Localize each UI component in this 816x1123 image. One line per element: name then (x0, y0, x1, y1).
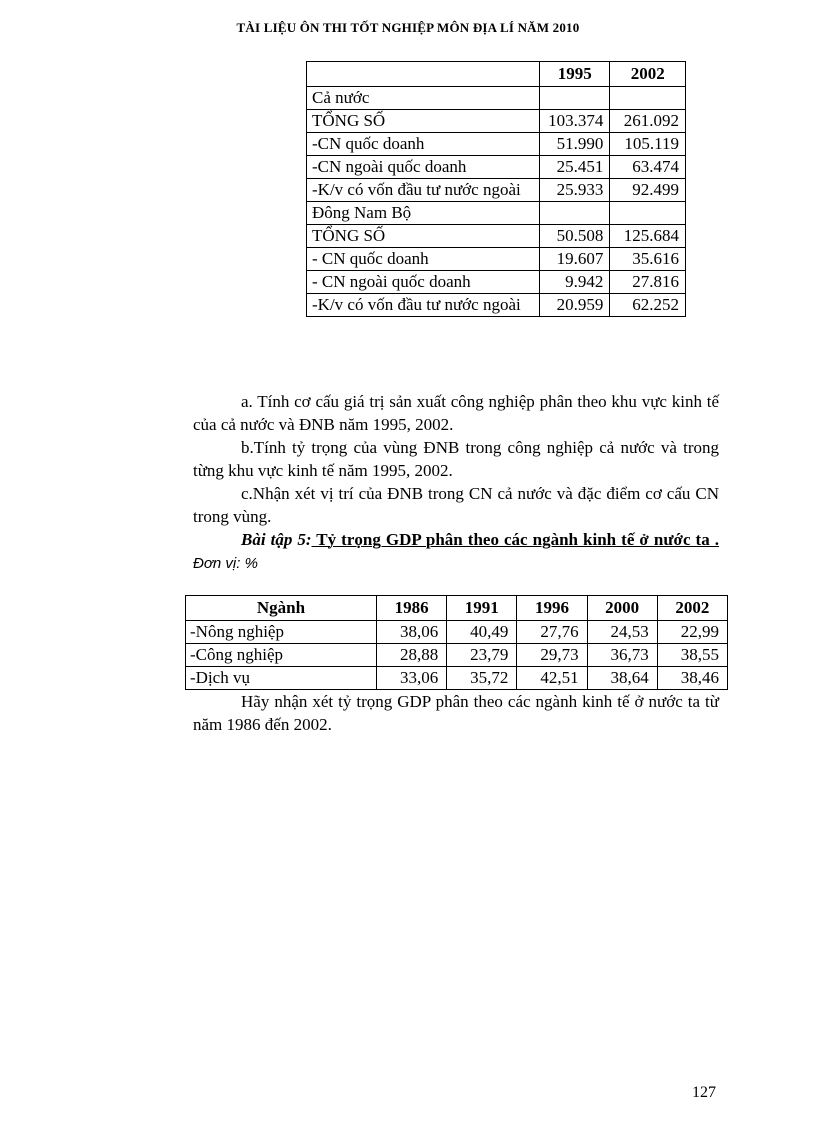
table-cell: 35.616 (610, 248, 686, 271)
table-cell: -Dịch vụ (186, 667, 377, 690)
table-header-cell: 1986 (377, 596, 447, 621)
table-header-cell: 2000 (587, 596, 657, 621)
table-cell: Cả nước (307, 87, 540, 110)
table-cell: 23,79 (447, 644, 517, 667)
table-row (307, 225, 686, 248)
table-cell: 105.119 (610, 133, 686, 156)
table-cell: 38,55 (657, 644, 727, 667)
table-cell: -K/v có vốn đầu tư nước ngoài (307, 179, 540, 202)
table-cell: 261.092 (610, 110, 686, 133)
table-row (186, 644, 728, 667)
table-header-cell: 1996 (517, 596, 587, 621)
page-header: TÀI LIỆU ÔN THI TỐT NGHIỆP MÔN ĐỊA LÍ NĂM 2010 (236, 20, 580, 35)
exercise-5-title: Tỷ trọng GDP phân theo các ngành kinh tế ở nước ta . (311, 530, 719, 549)
table-cell: 63.474 (610, 156, 686, 179)
table-header-cell: 2002 (610, 62, 686, 87)
exercise-5-label: Bài tập 5: (241, 530, 312, 549)
table-cell: TỔNG SỐ (307, 110, 540, 133)
table-cell (539, 87, 609, 110)
table-cell: -Nông nghiệp (186, 621, 377, 644)
table-row (186, 621, 728, 644)
table-cell: 36,73 (587, 644, 657, 667)
table-row (307, 110, 686, 133)
table-cell: 33,06 (377, 667, 447, 690)
table-cell (539, 202, 609, 225)
table-cell: -Công nghiệp (186, 644, 377, 667)
table-row (307, 87, 686, 110)
table-row (186, 667, 728, 690)
task-c-text: c.Nhận xét vị trí của ĐNB trong CN cả nước và đặc điểm cơ cấu CN trong vùng. (193, 484, 719, 526)
table-cell: 38,64 (587, 667, 657, 690)
table-cell: 38,46 (657, 667, 727, 690)
exercise-5-heading (193, 528, 719, 575)
industry-value-table (306, 61, 686, 317)
table-cell: -CN ngoài quốc doanh (307, 156, 540, 179)
gdp-share-table (185, 595, 728, 690)
table-header-cell (307, 62, 540, 87)
table-cell: 20.959 (539, 294, 609, 317)
table-cell: -CN quốc doanh (307, 133, 540, 156)
table-cell: 25.451 (539, 156, 609, 179)
table-header-row (307, 62, 686, 87)
table-header-cell: 2002 (657, 596, 727, 621)
table-row (307, 271, 686, 294)
exercise-5-unit: Đơn vị: % (193, 555, 258, 572)
task-a-text: a. Tính cơ cấu giá trị sản xuất công nghiệp phân theo khu vực kinh tế của cả nước và ĐNB năm 1995, 2002. (193, 392, 719, 434)
table-row (307, 156, 686, 179)
table-cell: 19.607 (539, 248, 609, 271)
table-row (307, 294, 686, 317)
table-cell: 24,53 (587, 621, 657, 644)
table-cell: 28,88 (377, 644, 447, 667)
task-b-text: b.Tính tỷ trọng của vùng ĐNB trong công nghiệp cả nước và trong từng khu vực kinh tế năm 1995, 2002. (193, 438, 719, 480)
table-cell: 35,72 (447, 667, 517, 690)
table-cell: 25.933 (539, 179, 609, 202)
table-header-cell: 1991 (447, 596, 517, 621)
question-text: Hãy nhận xét tỷ trọng GDP phân theo các ngành kinh tế ở nước ta từ năm 1986 đến 2002. (193, 692, 719, 734)
table-row (307, 202, 686, 225)
table-cell: Đông Nam Bộ (307, 202, 540, 225)
table-cell: 50.508 (539, 225, 609, 248)
table-cell (610, 202, 686, 225)
table-cell: 62.252 (610, 294, 686, 317)
table-cell: 22,99 (657, 621, 727, 644)
table-cell (610, 87, 686, 110)
table-header-cell: 1995 (539, 62, 609, 87)
table-row (307, 179, 686, 202)
table-cell: 40,49 (447, 621, 517, 644)
table-row (307, 248, 686, 271)
table-cell: 103.374 (539, 110, 609, 133)
table-cell: TỔNG SỐ (307, 225, 540, 248)
table-cell: 92.499 (610, 179, 686, 202)
table-cell: - CN ngoài quốc doanh (307, 271, 540, 294)
table-cell: 27,76 (517, 621, 587, 644)
table-header-cell: Ngành (186, 596, 377, 621)
table-row (307, 133, 686, 156)
table-cell: 27.816 (610, 271, 686, 294)
table-cell: -K/v có vốn đầu tư nước ngoài (307, 294, 540, 317)
table-cell: - CN quốc doanh (307, 248, 540, 271)
table-cell: 9.942 (539, 271, 609, 294)
table-cell: 38,06 (377, 621, 447, 644)
page-number: 127 (692, 1084, 716, 1101)
table-cell: 125.684 (610, 225, 686, 248)
table-cell: 51.990 (539, 133, 609, 156)
table-cell: 42,51 (517, 667, 587, 690)
table-header-row (186, 596, 728, 621)
table-cell: 29,73 (517, 644, 587, 667)
